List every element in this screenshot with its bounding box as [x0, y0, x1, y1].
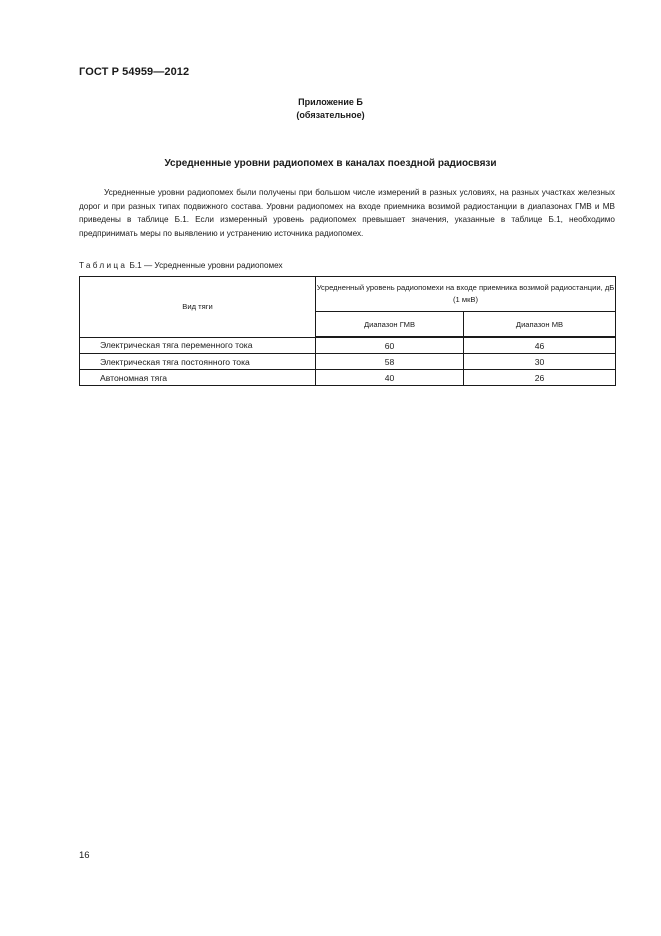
appendix-title: Приложение Б [298, 97, 363, 107]
table-caption [79, 261, 283, 270]
cell-mv: 30 [464, 354, 616, 370]
table-row [80, 370, 616, 386]
cell-traction: Автономная тяга [80, 370, 316, 386]
cell-mv: 26 [464, 370, 616, 386]
cell-gmv: 60 [316, 337, 464, 354]
header-interference-level: Усредненный уровень радиопомехи на входе приемника возимой радиостанции, дБ (1 мкВ) [316, 277, 616, 312]
table-caption-word: Таблица [79, 261, 128, 270]
interference-table [79, 276, 616, 386]
header-range-mv: Диапазон МВ [464, 312, 616, 338]
body-paragraph: Усредненные уровни радиопомех были получены при большом числе измерений в разных условиях, на разных участках железных дорог и при разных типах подвижного состава. Уровни радиопомех на входе приемника возимой радиостанции в диапазонах ГМВ и МВ приведены в таблице Б.1. Если измеренный уровень радиопомех превышает значения, указанные в таблице Б.1, необходимо предпринимать меры по выявлению и устранению источника радиопомех. [79, 188, 615, 238]
appendix-heading [0, 96, 661, 122]
page-number: 16 [79, 850, 90, 861]
table-row [80, 337, 616, 354]
document-code: ГОСТ Р 54959—2012 [79, 66, 190, 78]
cell-gmv: 58 [316, 354, 464, 370]
header-traction-type: Вид тяги [80, 277, 316, 338]
cell-gmv: 40 [316, 370, 464, 386]
table-caption-text: Б.1 — Усредненные уровни радиопомех [129, 261, 283, 270]
cell-mv: 46 [464, 337, 616, 354]
appendix-status: (обязательное) [296, 110, 365, 120]
section-title: Усредненные уровни радиопомех в каналах поездной радиосвязи [164, 158, 497, 169]
header-range-gmv: Диапазон ГМВ [316, 312, 464, 338]
table-row [80, 354, 616, 370]
cell-traction: Электрическая тяга постоянного тока [80, 354, 316, 370]
cell-traction: Электрическая тяга переменного тока [80, 337, 316, 354]
